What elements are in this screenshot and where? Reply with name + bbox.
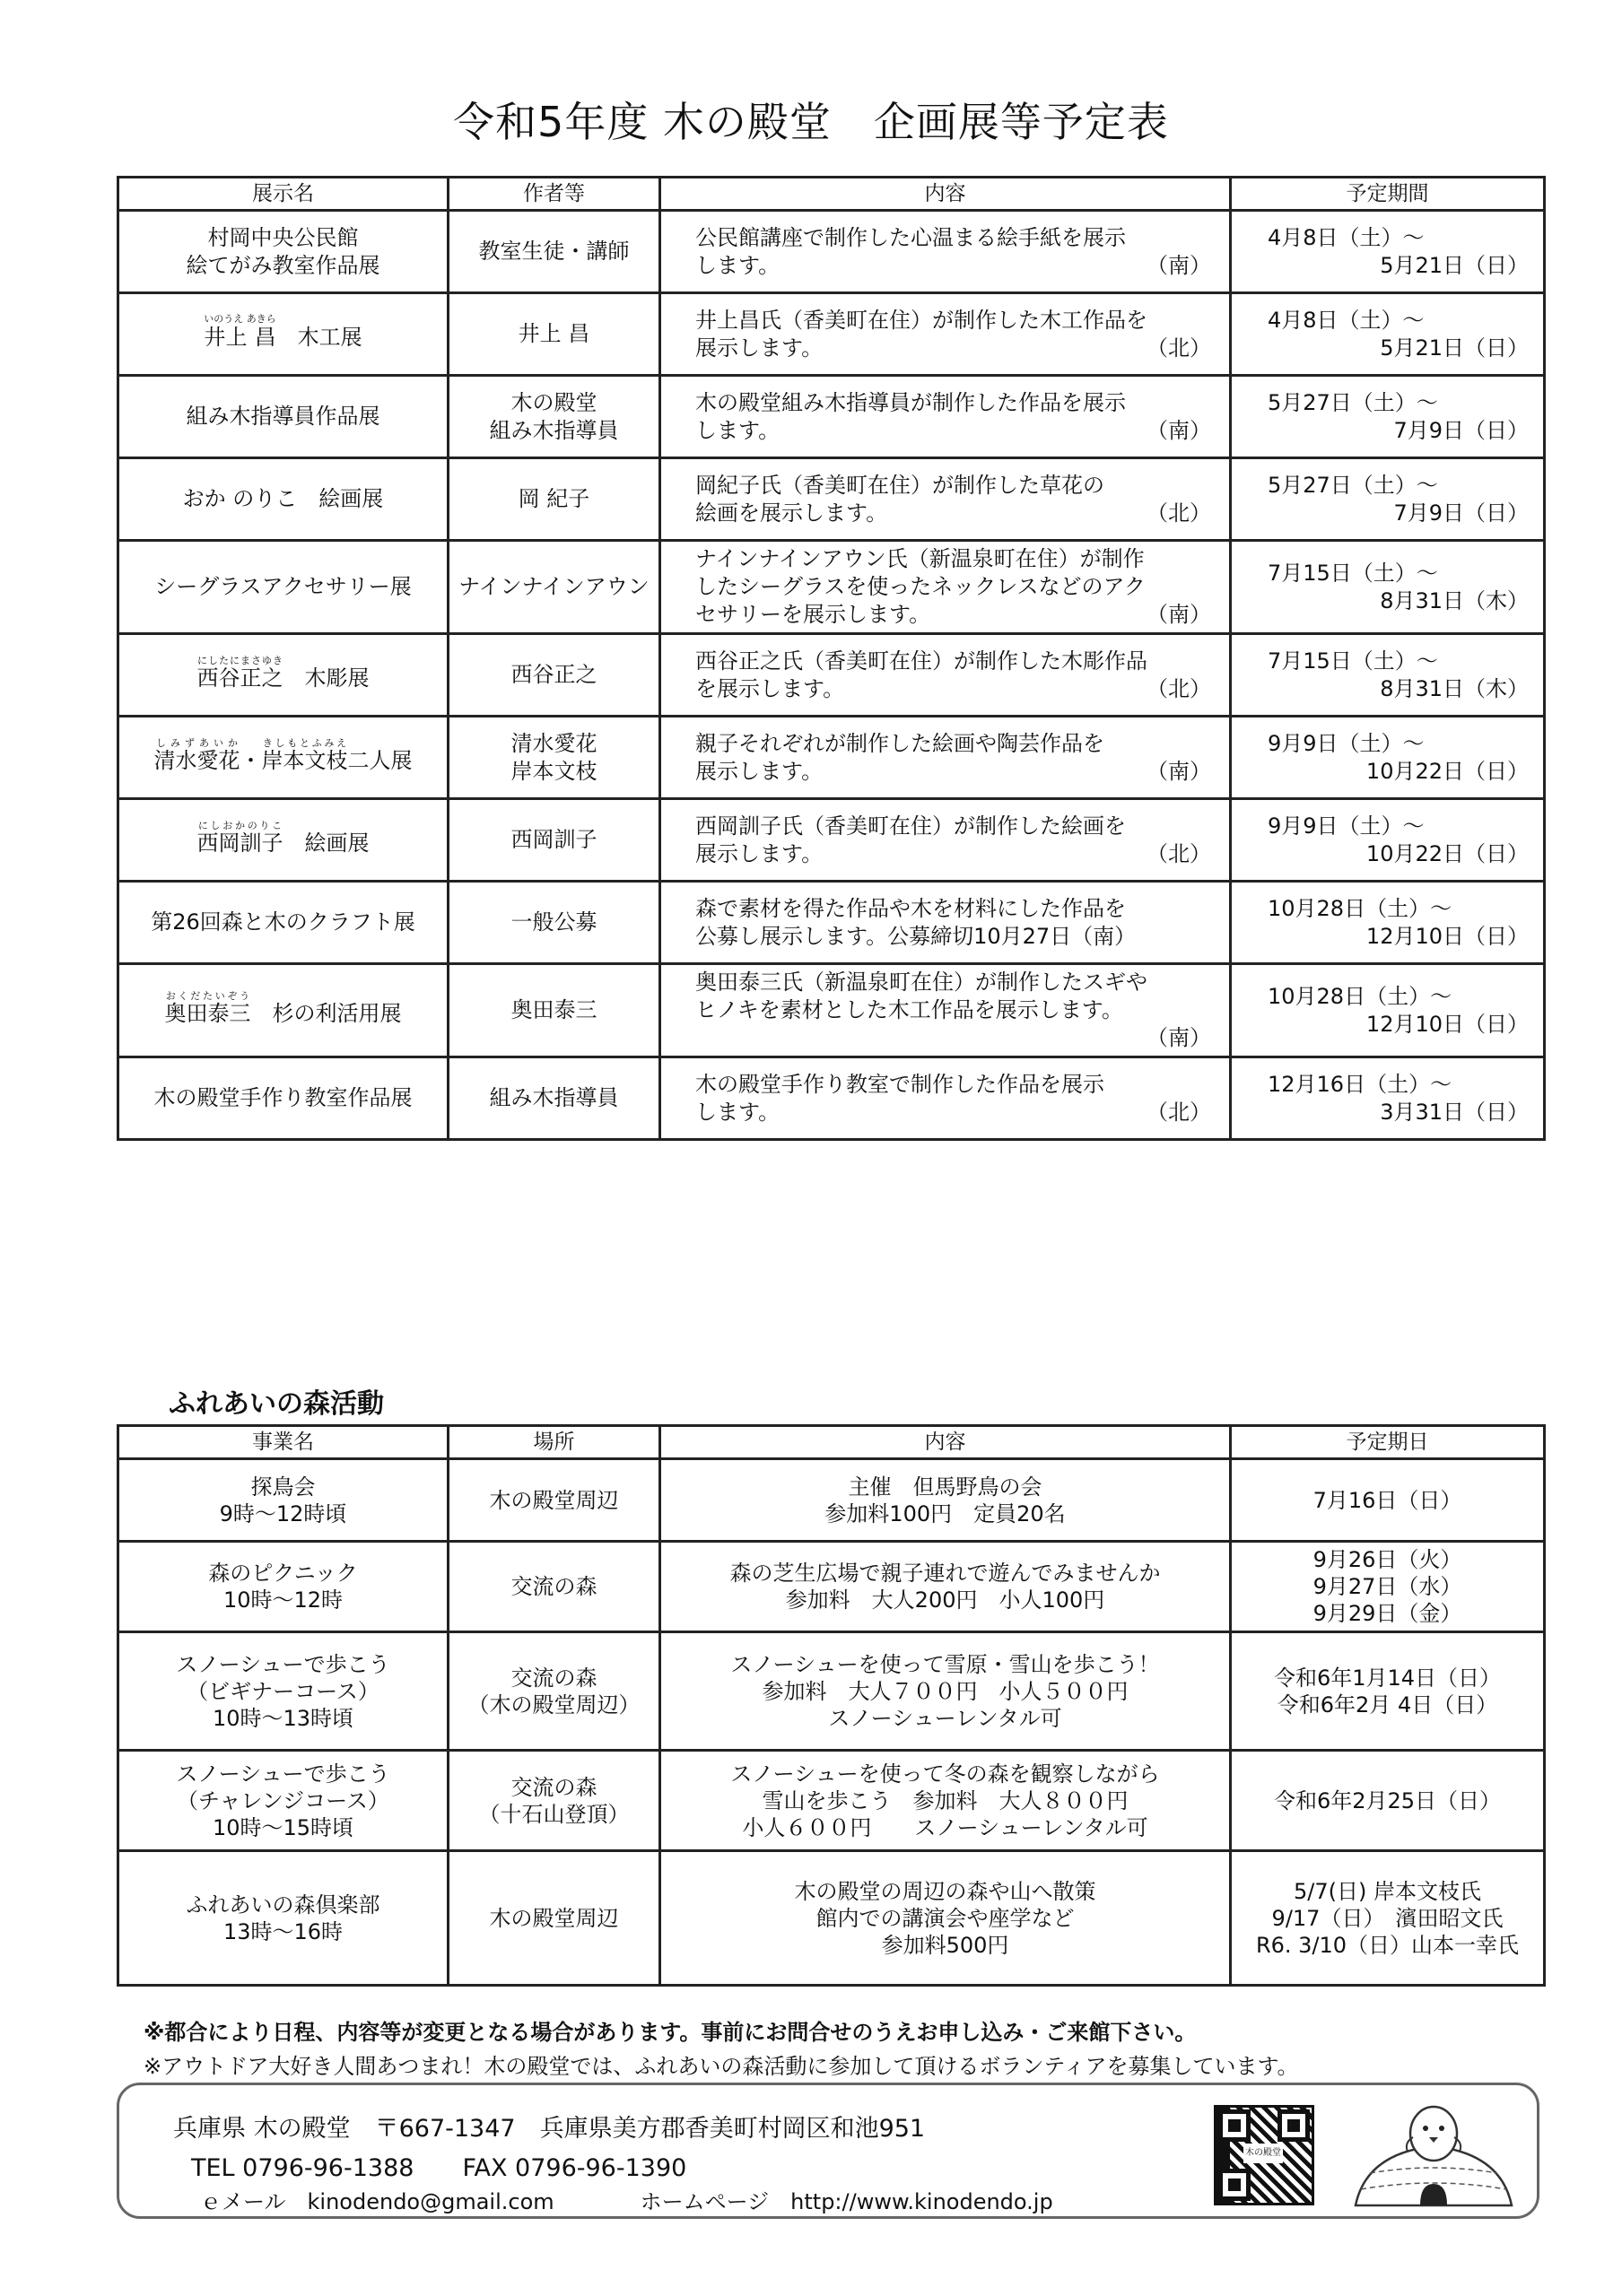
period-start: 9月9日（土）～ — [1268, 813, 1425, 839]
table-row — [118, 541, 1545, 634]
exhibit-name-reading: きしもとふみえ — [261, 736, 348, 749]
exhibit-content-cell — [660, 458, 1231, 541]
exhibit-author: 岡 紀子 — [518, 486, 590, 511]
exhibit-period-cell — [1231, 799, 1545, 882]
exhibit-description: します。 — [695, 1099, 780, 1125]
activity-name: 探鳥会 — [250, 1474, 316, 1500]
activity-place-cell — [449, 1459, 660, 1542]
activity-name: 10時～12時 — [222, 1587, 344, 1613]
activity-name-cell — [118, 1632, 449, 1751]
exhibit-hall: （南） — [1147, 1025, 1211, 1050]
exhibit-description: します。 — [695, 252, 780, 278]
period-end: 5月21日（日） — [1380, 335, 1529, 361]
period-end: 10月22日（日） — [1365, 758, 1529, 784]
activity-name-cell — [118, 1851, 449, 1986]
exhibit-period-cell — [1231, 458, 1545, 541]
table-header-row — [118, 1426, 1545, 1459]
exhibit-author-cell — [449, 458, 660, 541]
activity-content: 参加料100円 定員20名 — [824, 1500, 1066, 1526]
exhibit-name: 西岡訓子 — [196, 830, 283, 856]
activity-name: スノーシューで歩こう — [176, 1761, 390, 1787]
exhibit-description: 展示します。 — [695, 335, 824, 361]
activity-date-cell — [1231, 1751, 1545, 1851]
activity-date-cell — [1231, 1632, 1545, 1751]
page-title: 令和5年度 木の殿堂 企画展等予定表 — [453, 98, 1169, 146]
exhibit-hall: （南） — [1147, 758, 1211, 784]
column-header: 作者等 — [449, 178, 660, 211]
table-row — [118, 964, 1545, 1057]
activity-name-cell — [118, 1542, 449, 1632]
exhibit-description: ヒノキを素材とした木工作品を展示します。 — [695, 997, 1123, 1022]
exhibit-description: 絵画を展示します。 — [695, 500, 888, 526]
exhibit-description: 西岡訓子氏（香美町在住）が制作した絵画を — [695, 813, 1126, 839]
exhibit-name: 第26回森と木のクラフト展 — [151, 909, 415, 935]
exhibit-name-cell — [118, 541, 449, 634]
exhibit-name-reading: しみずあいか — [153, 736, 240, 749]
section-title: ふれあいの森活動 — [169, 1388, 384, 1420]
exhibit-author: 西岡訓子 — [510, 827, 597, 852]
exhibit-description: 木の殿堂手作り教室で制作した作品を展示 — [695, 1071, 1104, 1097]
exhibit-name-cell — [118, 1057, 449, 1140]
table-row — [118, 634, 1545, 717]
activity-date-cell — [1231, 1542, 1545, 1632]
exhibit-name-ruby — [196, 819, 283, 856]
exhibit-content-cell — [660, 541, 1231, 634]
activity-date: 9月27日（水） — [1312, 1574, 1462, 1599]
table-row — [118, 211, 1545, 293]
exhibit-period-cell — [1231, 717, 1545, 799]
activity-date-cell — [1231, 1459, 1545, 1542]
table-header-row — [118, 178, 1545, 211]
exhibit-name: 西谷正之 — [196, 665, 283, 691]
notice-volunteer: ※アウトドア大好き人間あつまれ！木の殿堂では、ふれあいの森活動に参加して頂けるボランティアを募集しています。 — [144, 2054, 1299, 2079]
activity-content-cell — [660, 1632, 1231, 1751]
exhibit-name-cell — [118, 211, 449, 293]
activity-name: 10時～13時頃 — [212, 1705, 354, 1731]
period-end: 10月22日（日） — [1365, 840, 1529, 866]
exhibit-description: 展示します。 — [695, 758, 824, 784]
exhibit-author: 組み木指導員 — [489, 417, 619, 443]
exhibit-name-cell — [118, 634, 449, 717]
exhibit-name: 井上 昌 — [204, 325, 276, 350]
table-row — [118, 799, 1545, 882]
exhibit-hall: （南） — [1147, 417, 1211, 443]
table-row — [118, 1459, 1545, 1542]
exhibit-content-cell — [660, 293, 1231, 376]
exhibit-name-cell — [118, 376, 449, 458]
exhibit-author-cell — [449, 799, 660, 882]
period-end: 12月10日（日） — [1365, 923, 1529, 949]
activity-content-cell — [660, 1542, 1231, 1632]
notice-schedule-change: ※都合により日程、内容等が変更となる場合があります。事前にお問合せのうえお申し込み・ご来館下さい。 — [144, 2020, 1197, 2045]
exhibit-hall: （北） — [1147, 840, 1211, 866]
exhibit-description: 岡紀子氏（香美町在住）が制作した草花の — [695, 472, 1104, 498]
activity-content: 参加料 大人200円 小人100円 — [785, 1587, 1105, 1613]
exhibit-content-cell — [660, 882, 1231, 964]
activity-content: 主催 但馬野鳥の会 — [848, 1474, 1042, 1500]
period-start: 5月27日（土）～ — [1268, 389, 1438, 415]
activity-place: 木の殿堂周辺 — [489, 1487, 619, 1513]
activity-date: 7月16日（日） — [1312, 1487, 1462, 1513]
exhibit-period-cell — [1231, 376, 1545, 458]
exhibit-author: 岸本文枝 — [510, 758, 597, 784]
exhibit-hall: （北） — [1147, 675, 1211, 701]
period-start: 5月27日（土）～ — [1268, 472, 1438, 498]
exhibit-description: 展示します。 — [695, 840, 824, 866]
exhibit-author-cell — [449, 634, 660, 717]
period-end: 7月9日（日） — [1393, 417, 1529, 443]
activity-content: スノーシューレンタル可 — [828, 1705, 1062, 1731]
exhibit-description: 森で素材を得た作品や木を材料にした作品を — [695, 895, 1126, 921]
activity-place-cell — [449, 1632, 660, 1751]
exhibit-period-cell — [1231, 882, 1545, 964]
qr-label: 木の殿堂 — [1243, 2144, 1283, 2163]
exhibit-author-cell — [449, 211, 660, 293]
exhibit-name-separator: ・ — [240, 747, 262, 773]
activity-date-cell — [1231, 1851, 1545, 1986]
exhibit-author-cell — [449, 293, 660, 376]
exhibit-content-cell — [660, 211, 1231, 293]
exhibit-author: ナインナインアウン — [458, 574, 650, 599]
exhibit-author: 清水愛花 — [510, 730, 597, 756]
footer-address: 兵庫県 木の殿堂 〒667-1347 兵庫県美方郡香美町村岡区和池951 — [173, 2115, 926, 2143]
table-row — [118, 293, 1545, 376]
exhibit-author-cell — [449, 376, 660, 458]
activity-date: 5/7(日) 岸本文枝氏 — [1294, 1878, 1481, 1904]
activity-place: 交流の森 — [510, 1665, 597, 1691]
activity-name: ふれあいの森倶楽部 — [186, 1892, 380, 1918]
exhibit-hall: （北） — [1147, 500, 1211, 526]
exhibit-author: 教室生徒・講師 — [478, 239, 630, 264]
period-end: 8月31日（木） — [1380, 675, 1529, 701]
exhibit-description: 公募し展示します。公募締切10月27日（南） — [695, 923, 1137, 949]
activity-place: 交流の森 — [510, 1574, 597, 1599]
period-start: 4月8日（土）～ — [1268, 307, 1425, 333]
exhibit-description: を展示します。 — [695, 675, 845, 701]
activities-schedule-table — [117, 1424, 1546, 1987]
qr-code-icon — [1214, 2105, 1314, 2205]
exhibit-hall: （南） — [1147, 602, 1211, 627]
exhibit-name-reading: いのうえ あきら — [204, 313, 276, 325]
activity-content: 小人６００円 スノーシューレンタル可 — [742, 1814, 1148, 1840]
exhibit-name: おか のりこ 絵画展 — [182, 486, 384, 511]
exhibit-name-suffix: 木工展 — [275, 325, 362, 350]
activity-name: 森のピクニック — [208, 1561, 358, 1586]
exhibit-period-cell — [1231, 293, 1545, 376]
period-start: 7月15日（土）～ — [1268, 648, 1438, 674]
period-start: 12月16日（土）～ — [1268, 1071, 1452, 1097]
activity-name: 9時～12時頃 — [219, 1500, 347, 1526]
activity-content-cell — [660, 1459, 1231, 1542]
exhibit-name: 木の殿堂手作り教室作品展 — [153, 1085, 413, 1110]
table-row — [118, 717, 1545, 799]
activity-place-cell — [449, 1751, 660, 1851]
exhibit-name-cell — [118, 458, 449, 541]
exhibit-content-cell — [660, 717, 1231, 799]
exhibit-name: 岸本文枝 — [261, 747, 348, 773]
exhibit-hall: （北） — [1147, 335, 1211, 361]
activity-name: 13時～16時 — [222, 1918, 344, 1944]
exhibit-author-cell — [449, 1057, 660, 1140]
exhibit-period-cell — [1231, 1057, 1545, 1140]
period-start: 10月28日（土）～ — [1268, 895, 1452, 921]
exhibit-author: 井上 昌 — [518, 321, 590, 346]
exhibit-description: 親子それぞれが制作した絵画や陶芸作品を — [695, 730, 1104, 756]
activity-place: 木の殿堂周辺 — [489, 1905, 619, 1931]
activity-date: 令和6年1月14日（日） — [1273, 1665, 1502, 1691]
column-header: 予定期日 — [1231, 1426, 1545, 1459]
exhibit-content-cell — [660, 634, 1231, 717]
period-end: 12月10日（日） — [1365, 1011, 1529, 1037]
activity-place: 交流の森 — [510, 1774, 597, 1800]
exhibit-name: シーグラスアクセサリー展 — [154, 574, 412, 599]
exhibit-name-ruby — [196, 654, 283, 691]
table-row — [118, 1057, 1545, 1140]
activity-place-cell — [449, 1542, 660, 1632]
exhibit-author-cell — [449, 882, 660, 964]
activity-date: 令和6年2月 4日（日） — [1277, 1692, 1498, 1718]
exhibit-name-cell — [118, 717, 449, 799]
exhibit-name: 清水愛花 — [153, 747, 240, 773]
exhibit-content-cell — [660, 964, 1231, 1057]
period-start: 9月9日（土）～ — [1268, 730, 1425, 756]
table-row — [118, 1851, 1545, 1986]
table-row — [118, 376, 1545, 458]
dome-mascot-icon — [1348, 2091, 1519, 2213]
exhibit-name-reading: にしおかのりこ — [196, 819, 283, 831]
exhibit-hall: （南） — [1147, 252, 1211, 278]
exhibit-name-cell — [118, 799, 449, 882]
exhibit-name-suffix: 絵画展 — [283, 830, 370, 856]
table-row — [118, 882, 1545, 964]
activity-name-cell — [118, 1459, 449, 1542]
activity-date: 令和6年2月25日（日） — [1273, 1787, 1502, 1813]
exhibit-name-ruby — [204, 313, 276, 350]
activity-content: 木の殿堂の周辺の森や山へ散策 — [794, 1878, 1096, 1904]
activity-name: 10時～15時頃 — [212, 1814, 354, 1840]
exhibit-content-cell — [660, 799, 1231, 882]
footer-email-website: ｅメール kinodendo@gmail.com ホームページ http://www.kinodendo.jp — [200, 2189, 1053, 2214]
activity-name: （ビギナーコース） — [187, 1678, 379, 1704]
activity-name-cell — [118, 1751, 449, 1851]
exhibit-name: 組み木指導員作品展 — [186, 404, 380, 429]
activity-place: （木の殿堂周辺） — [467, 1692, 641, 1718]
exhibit-author: 一般公募 — [510, 909, 597, 935]
period-start: 10月28日（土）～ — [1268, 983, 1452, 1009]
activity-date: 9月26日（火） — [1312, 1547, 1462, 1572]
exhibit-name-cell — [118, 964, 449, 1057]
activity-content: 森の芝生広場で親子連れで遊んでみませんか — [729, 1561, 1161, 1586]
column-header: 展示名 — [118, 178, 449, 211]
period-end: 5月21日（日） — [1380, 252, 1529, 278]
period-start: 7月15日（土）～ — [1268, 560, 1438, 586]
exhibit-description: ナインナインアウン氏（新温泉町在住）が制作 — [695, 546, 1145, 571]
exhibit-period-cell — [1231, 541, 1545, 634]
exhibit-content-cell — [660, 376, 1231, 458]
exhibit-author-cell — [449, 964, 660, 1057]
table-row — [118, 1542, 1545, 1632]
exhibit-name-suffix: 杉の利活用展 — [250, 1000, 402, 1026]
column-header: 予定期間 — [1231, 178, 1545, 211]
exhibit-period-cell — [1231, 211, 1545, 293]
activity-date: 9月29日（金） — [1312, 1601, 1462, 1626]
period-start: 4月8日（土）～ — [1268, 224, 1425, 250]
exhibit-content-cell — [660, 1057, 1231, 1140]
exhibition-schedule-table — [117, 176, 1546, 1141]
column-header: 内容 — [660, 178, 1231, 211]
exhibit-name: 奥田泰三 — [164, 1000, 251, 1026]
exhibit-author-cell — [449, 541, 660, 634]
exhibit-name-ruby — [153, 736, 240, 773]
table-row — [118, 1751, 1545, 1851]
exhibit-description: 木の殿堂組み木指導員が制作した作品を展示 — [695, 389, 1126, 415]
exhibit-name-reading: にしたにまさゆき — [196, 654, 283, 666]
column-header: 場所 — [449, 1426, 660, 1459]
exhibit-name-suffix: 木彫展 — [283, 665, 370, 691]
column-header: 事業名 — [118, 1426, 449, 1459]
exhibit-name-ruby — [164, 989, 251, 1026]
exhibit-author-cell — [449, 717, 660, 799]
activity-content: スノーシューを使って雪原・雪山を歩こう！ — [730, 1651, 1160, 1677]
activity-content: スノーシューを使って冬の森を観察しながら — [730, 1761, 1160, 1787]
activity-name: スノーシューで歩こう — [176, 1651, 390, 1677]
exhibit-period-cell — [1231, 964, 1545, 1057]
exhibit-hall: （北） — [1147, 1099, 1211, 1125]
table-row — [118, 1632, 1545, 1751]
activity-content: 館内での講演会や座学など — [815, 1905, 1075, 1931]
table-row — [118, 458, 1545, 541]
exhibit-author: 木の殿堂 — [510, 389, 597, 415]
exhibit-name-cell — [118, 882, 449, 964]
exhibit-name-ruby — [261, 736, 348, 773]
exhibit-description: 西谷正之氏（香美町在住）が制作した木彫作品 — [695, 648, 1147, 674]
exhibit-author: 西谷正之 — [510, 662, 597, 687]
exhibit-description: したシーグラスを使ったネックレスなどのアク — [695, 574, 1146, 599]
period-end: 3月31日（日） — [1380, 1099, 1529, 1125]
activity-content-cell — [660, 1751, 1231, 1851]
exhibit-author: 奥田泰三 — [510, 997, 597, 1022]
exhibit-author: 組み木指導員 — [489, 1085, 619, 1110]
exhibit-period-cell — [1231, 634, 1545, 717]
contact-footer — [117, 2083, 1539, 2219]
activity-name: （チャレンジコース） — [177, 1787, 389, 1813]
activity-place-cell — [449, 1851, 660, 1986]
activity-content: 参加料 大人７００円 小人５００円 — [762, 1678, 1129, 1704]
period-end: 8月31日（木） — [1380, 587, 1529, 613]
activity-place: （十石山登頂） — [478, 1801, 630, 1827]
activity-content-cell — [660, 1851, 1231, 1986]
period-end: 7月9日（日） — [1393, 500, 1529, 526]
exhibit-description: 奥田泰三氏（新温泉町在住）が制作したスギや — [695, 970, 1147, 995]
exhibit-description: 公民館講座で制作した心温まる絵手紙を展示 — [695, 224, 1126, 250]
footer-phone-fax: TEL 0796-96-1388 FAX 0796-96-1390 — [191, 2154, 687, 2182]
exhibit-name: 村岡中央公民館 — [207, 224, 359, 250]
exhibit-description: 井上昌氏（香美町在住）が制作した木工作品を — [695, 307, 1147, 333]
activity-content: 参加料500円 — [881, 1932, 1009, 1958]
exhibit-name-suffix: 二人展 — [347, 747, 413, 773]
exhibit-name-reading: おくだたいぞう — [164, 989, 251, 1002]
exhibit-description: セサリーを展示します。 — [695, 602, 931, 627]
column-header: 内容 — [660, 1426, 1231, 1459]
activity-date: 9/17（日） 濱田昭文氏 — [1271, 1905, 1504, 1931]
activity-content: 雪山を歩こう 参加料 大人８００円 — [762, 1787, 1129, 1813]
exhibit-name: 絵てがみ教室作品展 — [186, 252, 380, 278]
activity-date: R6. 3/10（日）山本一幸氏 — [1255, 1932, 1520, 1958]
exhibit-description: します。 — [695, 417, 780, 443]
exhibit-name-cell — [118, 293, 449, 376]
